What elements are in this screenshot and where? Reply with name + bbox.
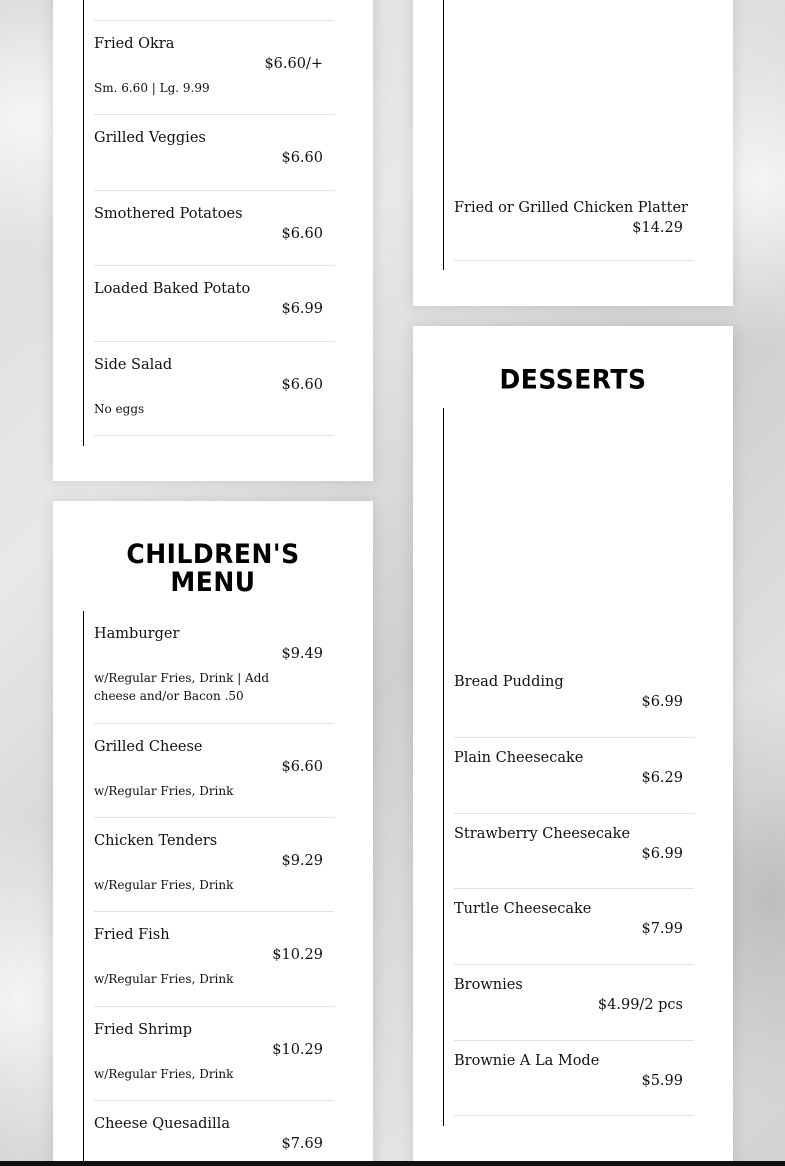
menu-item[interactable]: [94, 738, 334, 818]
menu-item[interactable]: [94, 356, 334, 436]
item-name: Chicken Tenders: [94, 833, 218, 849]
platters-list: [443, 0, 703, 270]
item-name: Grilled Cheese: [94, 739, 203, 755]
item-name: Fried Shrimp: [94, 1022, 192, 1038]
desserts-card: [413, 326, 733, 1166]
item-name: Loaded Baked Potato: [94, 281, 251, 297]
item-description: w/Regular Fries, Drink: [94, 972, 234, 986]
item-name: Brownie A La Mode: [454, 1053, 600, 1069]
item-price: $10.29: [272, 1042, 323, 1058]
menu-item[interactable]: [94, 926, 334, 1007]
item-name: Side Salad: [94, 357, 173, 373]
item-price: $6.60/+: [264, 56, 323, 72]
menu-item[interactable]: [454, 199, 694, 261]
item-name: Turtle Cheesecake: [454, 901, 592, 917]
item-description: w/Regular Fries, Drink: [94, 878, 234, 892]
item-description: Sm. 6.60 | Lg. 9.99: [94, 81, 210, 95]
item-name: Smothered Potatoes: [94, 206, 243, 222]
menu-item[interactable]: [454, 1052, 694, 1116]
item-price: $6.60: [281, 377, 323, 393]
item-name: Cheese Quesadilla: [94, 1116, 230, 1132]
item-price: $10.29: [272, 947, 323, 963]
item-price: $7.99: [641, 921, 683, 937]
sides-card: [53, 0, 373, 481]
menu-item-partial: [94, 0, 334, 21]
item-name: Brownies: [454, 977, 523, 993]
item-price: $6.60: [281, 150, 323, 166]
sides-list: [83, 0, 343, 446]
item-name: Bread Pudding: [454, 674, 564, 690]
item-description: w/Regular Fries, Drink | Add cheese and/or Bacon .50: [94, 671, 270, 703]
menu-item[interactable]: [94, 1021, 334, 1101]
desserts-list: [443, 408, 703, 1126]
childrens-menu-card: [53, 501, 373, 1166]
item-price: $6.60: [281, 759, 323, 775]
item-price: $6.99: [641, 694, 683, 710]
item-price: $6.29: [641, 770, 683, 786]
item-price: $9.49: [281, 646, 323, 662]
item-name: Fried or Grilled Chicken Platter: [454, 200, 688, 216]
item-price: $4.99/2 pcs: [597, 997, 683, 1013]
menu-item[interactable]: [94, 35, 334, 115]
item-name: Strawberry Cheesecake: [454, 826, 631, 842]
item-price: $5.99: [641, 1073, 683, 1089]
item-name: Fried Okra: [94, 36, 175, 52]
item-description: w/Regular Fries, Drink: [94, 1067, 234, 1081]
item-name: Fried Fish: [94, 927, 170, 943]
item-name: Hamburger: [94, 626, 180, 642]
section-title: CHILDREN'S MENU: [126, 538, 300, 598]
section-title: DESSERTS: [499, 364, 647, 395]
childrens-menu-list: [83, 611, 343, 1166]
menu-item[interactable]: [454, 673, 694, 738]
bottom-bar: [0, 1161, 785, 1166]
item-description: No eggs: [94, 402, 145, 416]
menu-item[interactable]: [94, 205, 334, 266]
menu-item[interactable]: [94, 129, 334, 191]
menu-item[interactable]: [454, 825, 694, 889]
item-price: $9.29: [281, 853, 323, 869]
item-name: Grilled Veggies: [94, 130, 206, 146]
menu-item[interactable]: [454, 976, 694, 1041]
menu-item[interactable]: [94, 625, 334, 724]
item-description: w/Regular Fries, Drink: [94, 784, 234, 798]
menu-item[interactable]: [454, 900, 694, 965]
item-price: $7.69: [281, 1136, 323, 1152]
menu-item[interactable]: [94, 832, 334, 912]
platters-card: [413, 0, 733, 306]
menu-item[interactable]: [94, 280, 334, 342]
item-price: $14.29: [632, 220, 683, 236]
item-name: Plain Cheesecake: [454, 750, 584, 766]
menu-item[interactable]: [454, 749, 694, 814]
item-price: $6.99: [641, 846, 683, 862]
item-price: $6.99: [281, 301, 323, 317]
menu-item[interactable]: [94, 1115, 334, 1166]
item-price: $6.60: [281, 226, 323, 242]
